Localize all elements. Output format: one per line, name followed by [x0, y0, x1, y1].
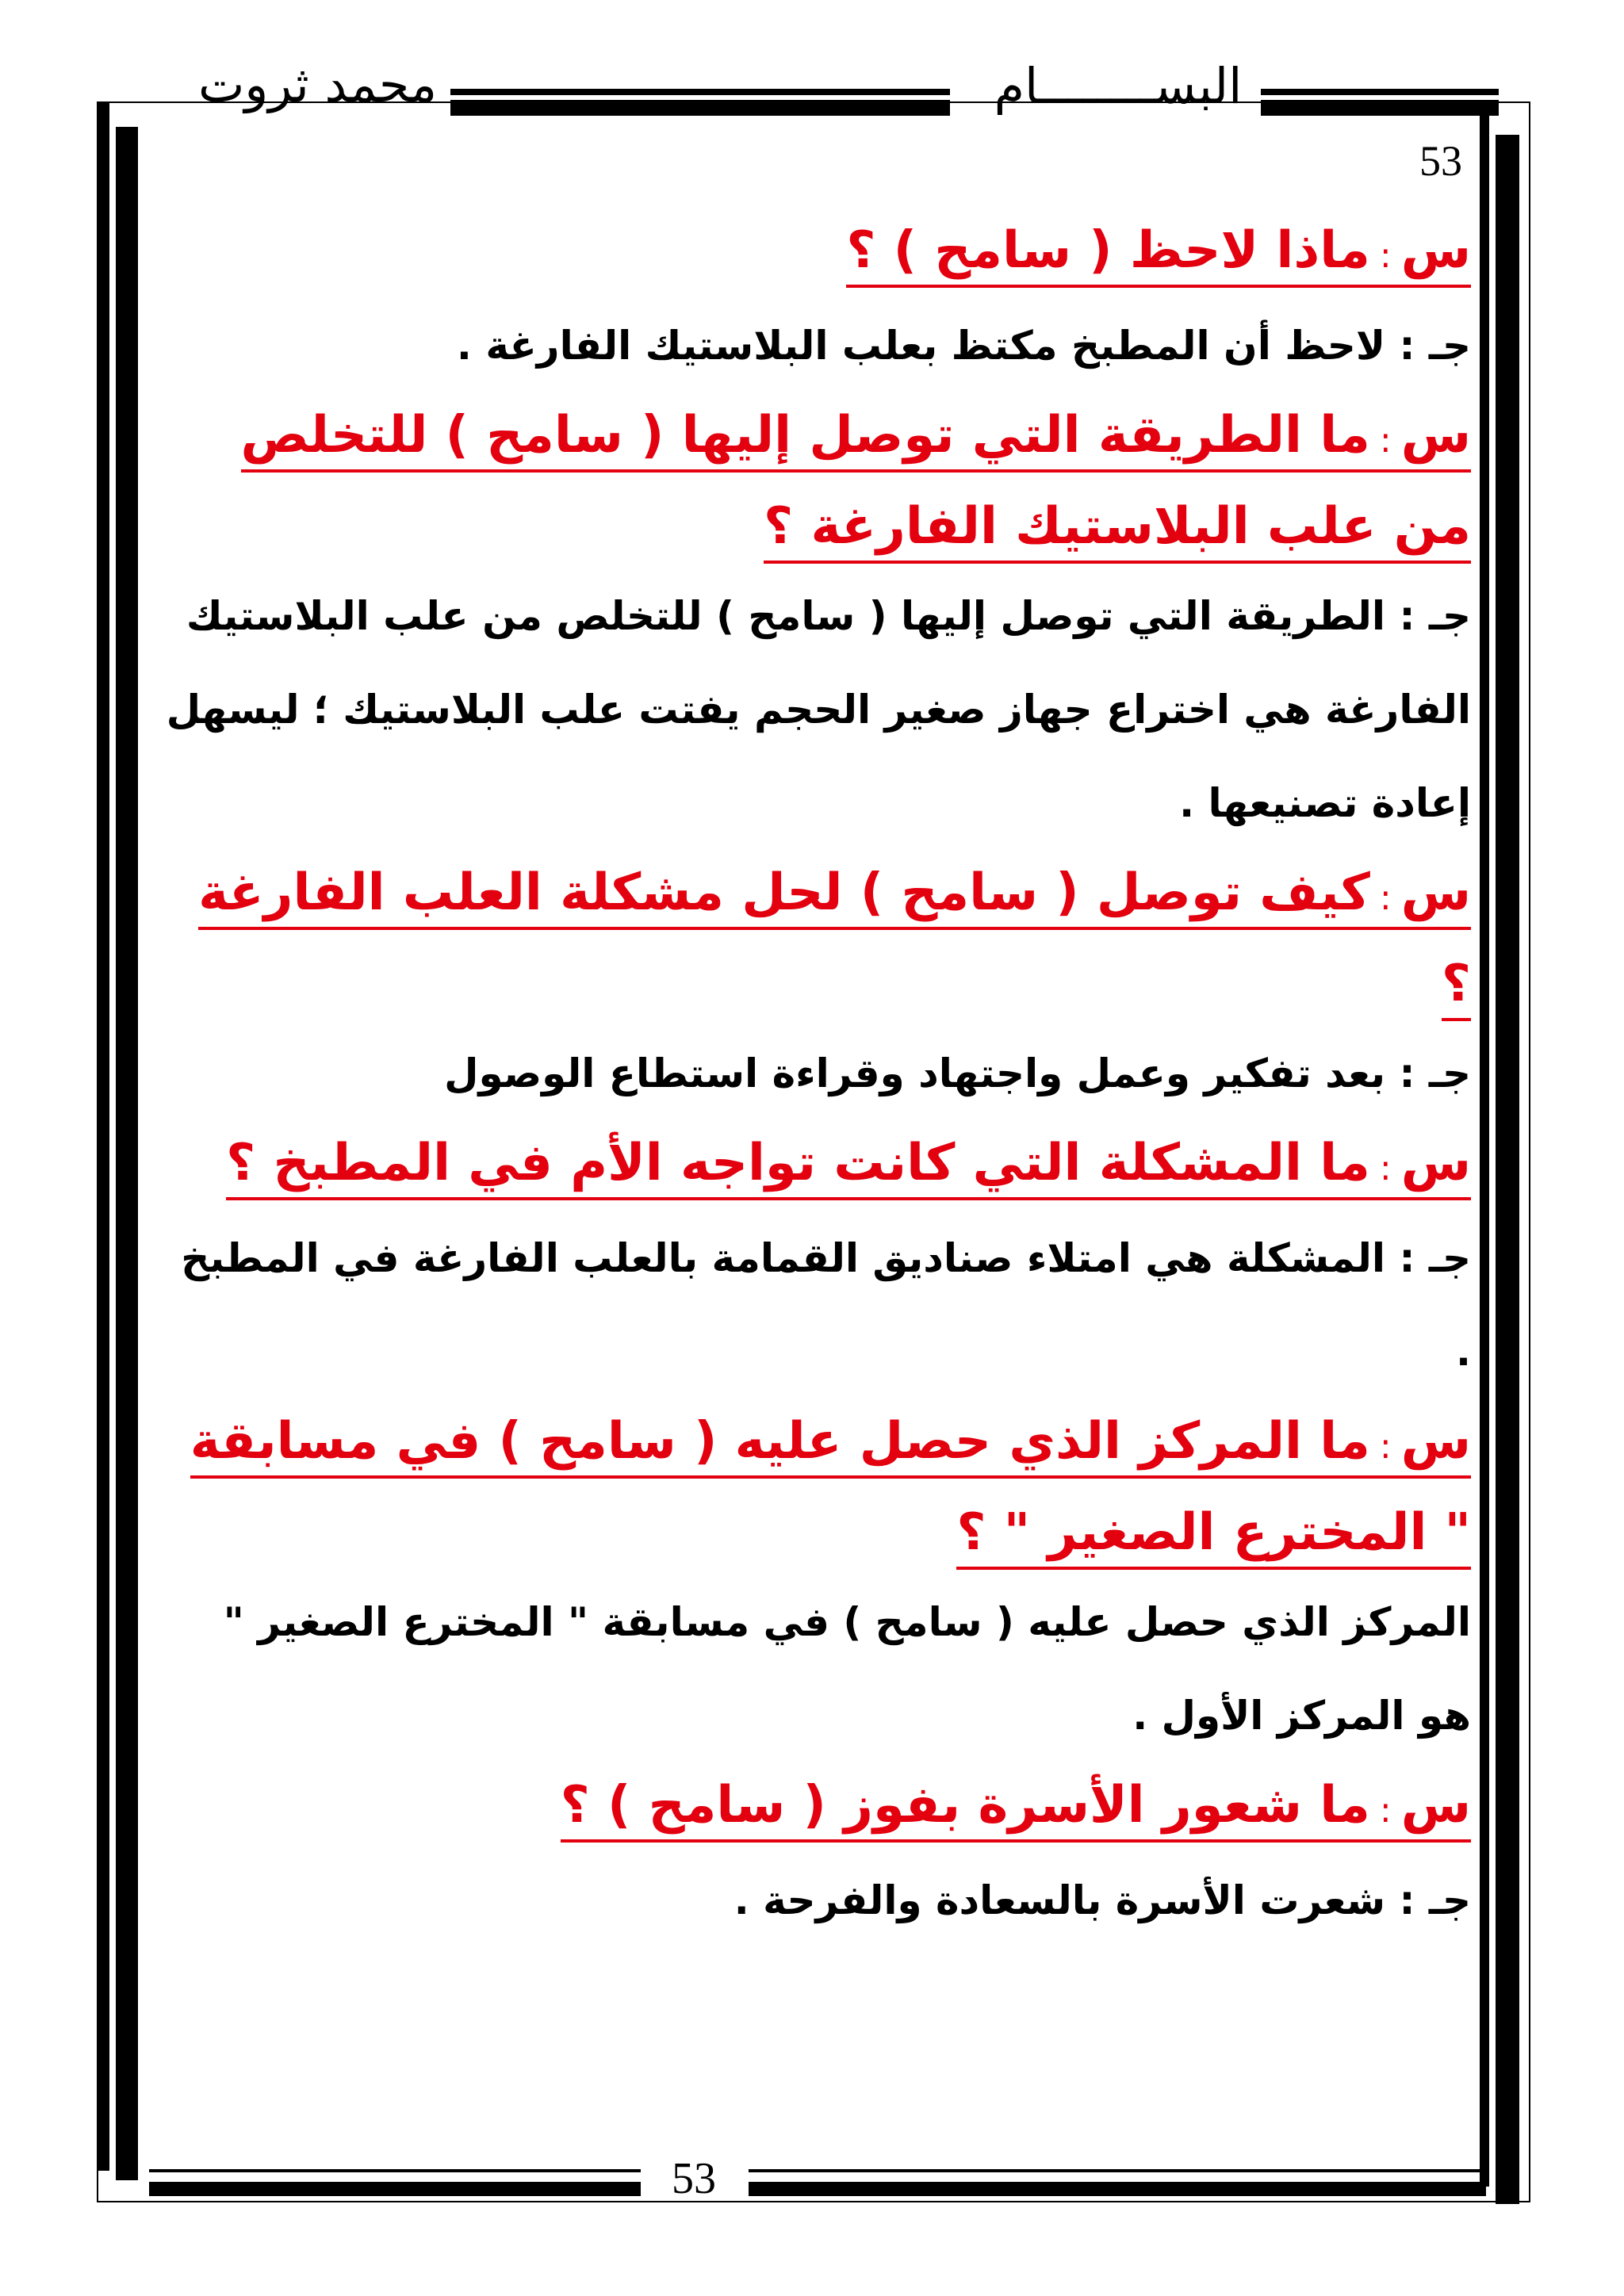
qa-content	[163, 208, 1471, 1947]
question-text: ما الطريقة التي توصل إليها ( سامح ) للتخلص من علب البلاستيك الفارغة ؟	[240, 406, 1471, 556]
answer-text: جـ : المشكلة هي امتلاء صناديق القمامة بالعلب الفارغة في المطبخ .	[181, 1235, 1471, 1375]
qa-item	[163, 1120, 1471, 1399]
qa-item	[163, 208, 1471, 392]
answer-text: المركز الذي حصل عليه ( سامح ) في مسابقة " المخترع الصغير " هو المركز الأول .	[223, 1599, 1471, 1739]
question: س:ماذا لاحظ ( سامح ) ؟	[163, 208, 1471, 299]
answer-text: جـ : الطريقة التي توصل إليها ( سامح ) للتخلص من علب البلاستيك الفارغة هي اختراع جهاز صغير الحجم يفتت علب البلاستيك ؛ ليسهل إعادة تصنيعها .	[166, 593, 1471, 826]
qa-item	[163, 850, 1471, 1120]
question: س:كيف توصل ( سامح ) لحل مشكلة العلب الفارغة ؟	[163, 850, 1471, 1027]
question-text: ما المشكلة التي كانت تواجه الأم في المطبخ ؟	[226, 1134, 1370, 1192]
question-prefix: س	[1400, 1776, 1471, 1835]
qa-item	[163, 392, 1471, 850]
header-author: محمد ثروت	[198, 55, 438, 113]
footer-rule-right-thick	[749, 2182, 1486, 2196]
question: س:ما المركز الذي حصل عليه ( سامح ) في مسابقة " المخترع الصغير " ؟	[163, 1399, 1471, 1575]
frame-border-right-thin	[1480, 109, 1489, 2187]
header-rule-left-thick	[450, 100, 950, 116]
frame-border-left-thick	[116, 127, 138, 2180]
question-prefix: س	[1400, 1134, 1471, 1192]
question-text: ماذا لاحظ ( سامح ) ؟	[846, 221, 1370, 280]
question-text: ما شعور الأسرة بفوز ( سامح ) ؟	[560, 1776, 1370, 1835]
question-prefix: س	[1400, 221, 1471, 280]
header-title: البســــــــام	[994, 57, 1243, 115]
footer-rule-right-thin	[749, 2169, 1486, 2172]
answer-text: جـ : شعرت الأسرة بالسعادة والفرحة .	[733, 1877, 1471, 1923]
qa-item	[163, 1399, 1471, 1762]
header-rule-right-thin	[1261, 89, 1499, 95]
header-rule-right-thick	[1261, 100, 1499, 116]
question: س:ما المشكلة التي كانت تواجه الأم في المطبخ ؟	[163, 1120, 1471, 1211]
header-page-number: 53	[1419, 137, 1462, 185]
question-text: ما المركز الذي حصل عليه ( سامح ) في مسابقة " المخترع الصغير " ؟	[190, 1412, 1471, 1562]
question-prefix: س	[1400, 1412, 1471, 1471]
footer-page-number: 53	[672, 2154, 716, 2203]
question: س:ما شعور الأسرة بفوز ( سامح ) ؟	[163, 1762, 1471, 1854]
header-rule-left-thin	[450, 89, 950, 95]
footer-rule-left-thin	[149, 2169, 641, 2172]
frame-border-right-thick	[1496, 135, 1519, 2204]
question-text: كيف توصل ( سامح ) لحل مشكلة العلب الفارغة ؟	[198, 863, 1471, 1013]
answer-text: جـ : بعد تفكير وعمل واجتهاد وقراءة استطاع الوصول	[444, 1050, 1471, 1096]
question-prefix: س	[1400, 863, 1471, 922]
question: س:ما الطريقة التي توصل إليها ( سامح ) للتخلص من علب البلاستيك الفارغة ؟	[163, 392, 1471, 569]
answer-text: جـ : لاحظ أن المطبخ مكتظ بعلب البلاستيك الفارغة .	[456, 323, 1471, 369]
footer-rule-left-thick	[149, 2182, 641, 2196]
frame-border-left	[97, 101, 109, 2171]
question-prefix: س	[1400, 406, 1471, 465]
qa-item	[163, 1762, 1471, 1947]
